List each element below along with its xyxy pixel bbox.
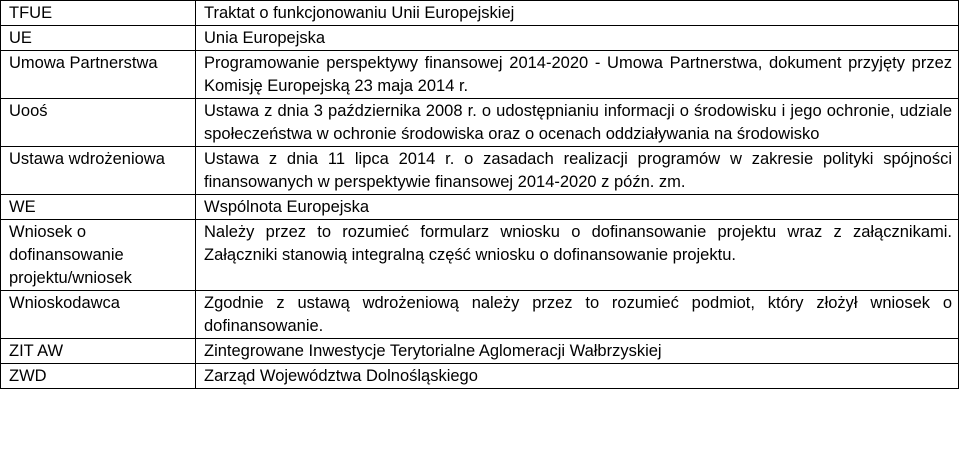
table-row (1, 339, 959, 364)
table-row (1, 291, 959, 339)
definition-cell: Zgodnie z ustawą wdrożeniową należy przez to rozumieć podmiot, który złożył wniosek o dofinansowanie. (196, 291, 959, 339)
definition-cell: Zintegrowane Inwestycje Terytorialne Aglomeracji Wałbrzyskiej (196, 339, 959, 364)
table-row (1, 51, 959, 99)
definition-cell: Programowanie perspektywy finansowej 2014-2020 - Umowa Partnerstwa, dokument przyjęty przez Komisję Europejską 23 maja 2014 r. (196, 51, 959, 99)
definition-cell: Należy przez to rozumieć formularz wniosku o dofinansowanie projektu wraz z załącznikami. Załączniki stanowią integralną część wniosku o dofinansowanie projektu. (196, 220, 959, 291)
term-cell: Umowa Partnerstwa (1, 51, 196, 99)
table-row (1, 364, 959, 389)
table-row (1, 147, 959, 195)
term-cell: TFUE (1, 1, 196, 26)
term-cell: WE (1, 195, 196, 220)
table-row (1, 220, 959, 291)
table-row (1, 195, 959, 220)
term-cell: Ustawa wdrożeniowa (1, 147, 196, 195)
term-cell: Wniosek o dofinansowanie projektu/wniosek (1, 220, 196, 291)
table-row (1, 26, 959, 51)
definition-cell: Ustawa z dnia 3 października 2008 r. o udostępnianiu informacji o środowisku i jego ochronie, udziale społeczeństwa w ochronie środowiska oraz o ocenach oddziaływania na środowisko (196, 99, 959, 147)
term-cell: Uooś (1, 99, 196, 147)
term-cell: ZWD (1, 364, 196, 389)
definition-cell: Zarząd Województwa Dolnośląskiego (196, 364, 959, 389)
term-cell: ZIT AW (1, 339, 196, 364)
definition-cell: Unia Europejska (196, 26, 959, 51)
term-cell: UE (1, 26, 196, 51)
term-cell: Wnioskodawca (1, 291, 196, 339)
definition-cell: Wspólnota Europejska (196, 195, 959, 220)
definition-cell: Traktat o funkcjonowaniu Unii Europejskiej (196, 1, 959, 26)
table-row (1, 1, 959, 26)
table-row (1, 99, 959, 147)
definition-cell: Ustawa z dnia 11 lipca 2014 r. o zasadach realizacji programów w zakresie polityki spójności finansowanych w perspektywie finansowej 2014-2020 z późn. zm. (196, 147, 959, 195)
